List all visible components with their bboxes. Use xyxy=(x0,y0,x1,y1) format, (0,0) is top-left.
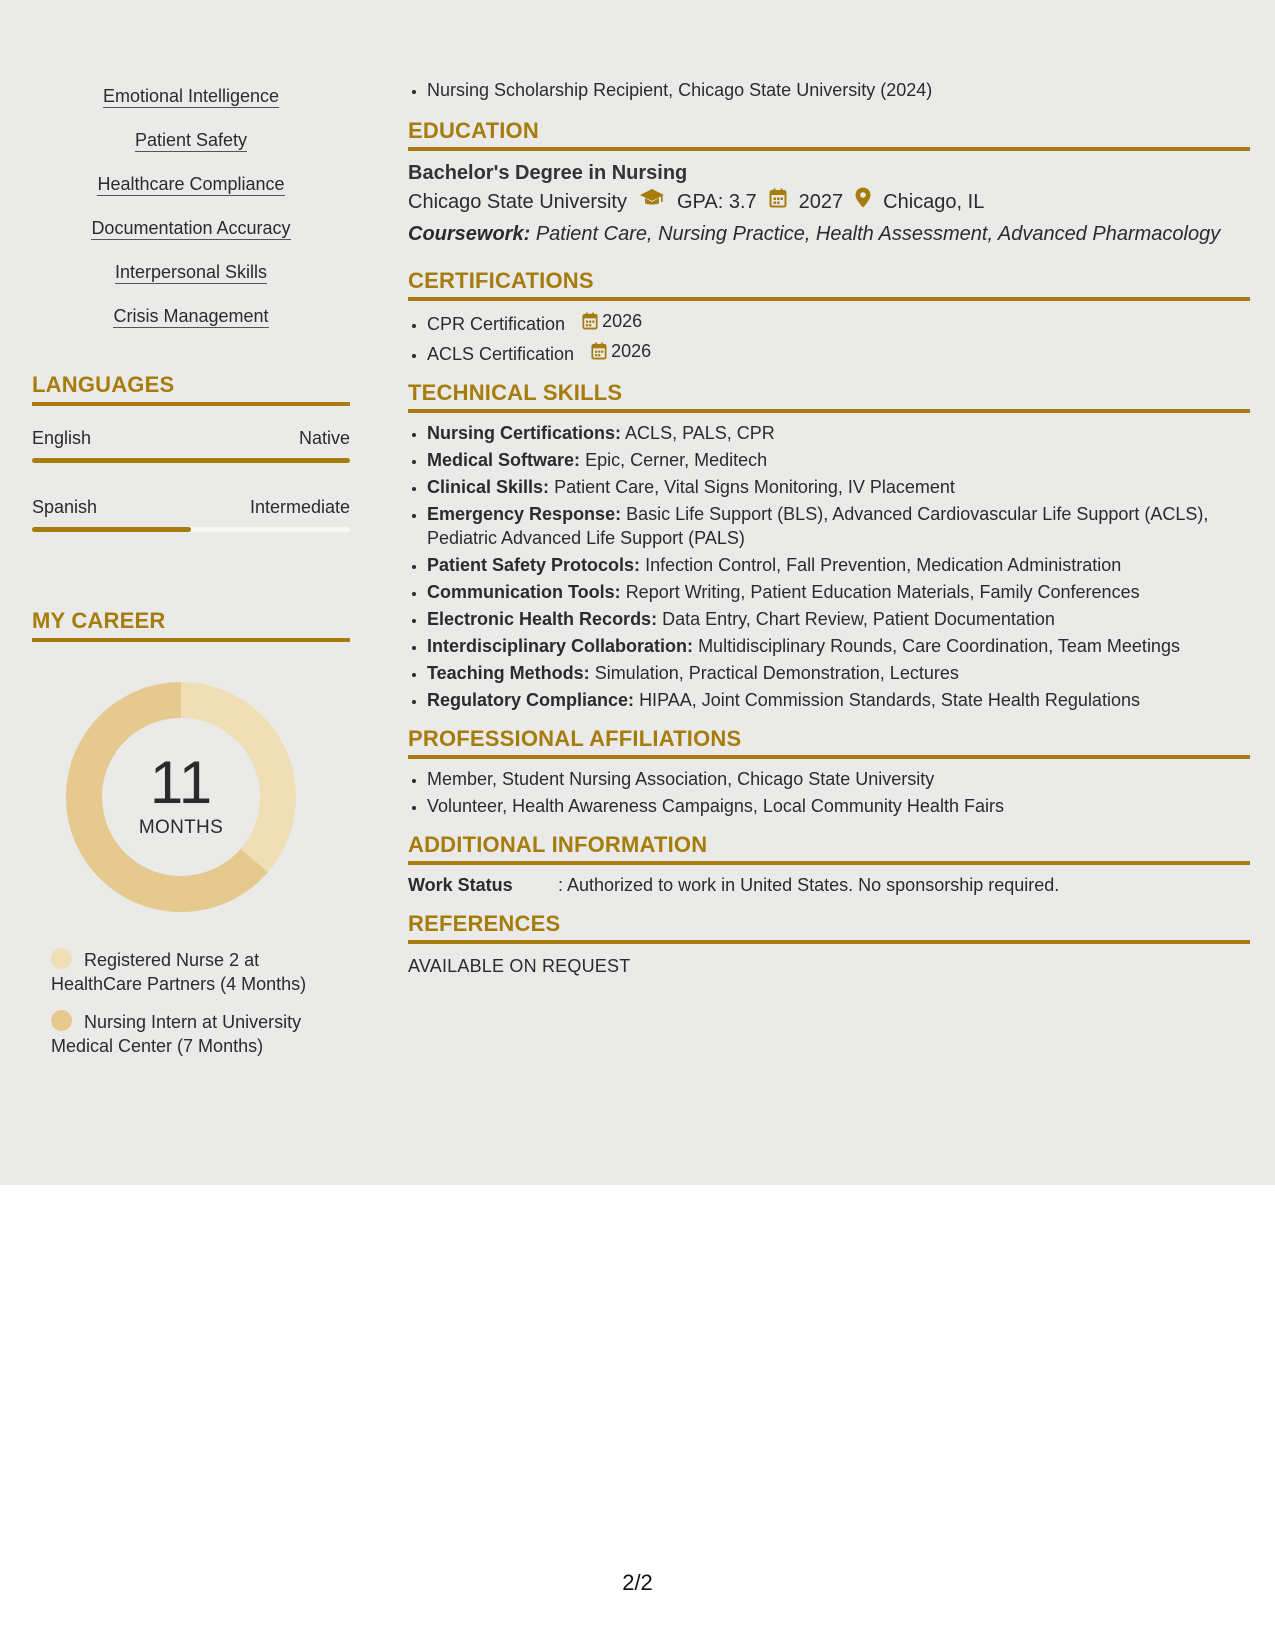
gpa: GPA: 3.7 xyxy=(676,190,757,213)
career-heading: MY CAREER xyxy=(32,608,350,642)
legend-dot-icon xyxy=(51,1010,72,1031)
skill-category: Electronic Health Records: xyxy=(427,609,658,629)
legend-dot-icon xyxy=(51,948,72,969)
cert-year: 2026 xyxy=(611,341,652,361)
affiliations-section xyxy=(408,726,1250,818)
technical-skills-section xyxy=(408,380,1250,712)
skill-tag: Patient Safety xyxy=(134,130,248,150)
skill-values: HIPAA, Joint Commission Standards, State Health Regulations xyxy=(639,690,1140,710)
language-level-bar xyxy=(32,458,350,463)
certifications-heading: CERTIFICATIONS xyxy=(408,268,1250,301)
language-spanish xyxy=(32,495,350,532)
career-legend xyxy=(51,948,341,1058)
career-donut-chart xyxy=(66,682,296,912)
list-item xyxy=(427,502,1250,550)
skill-values: Infection Control, Fall Prevention, Medication Administration xyxy=(645,555,1122,575)
list-item xyxy=(427,661,1250,685)
skill-values: Data Entry, Chart Review, Patient Documentation xyxy=(662,609,1055,629)
certifications-section xyxy=(408,268,1250,366)
skill-tag: Documentation Accuracy xyxy=(91,218,291,238)
graduation-year: 2027 xyxy=(798,190,844,213)
list-item xyxy=(427,580,1250,604)
skill-values: Simulation, Practical Demonstration, Lectures xyxy=(594,663,959,683)
list-item xyxy=(427,688,1250,712)
legend-item xyxy=(51,1010,341,1058)
list-item: • Member, Student Nursing Association, Chicago State University xyxy=(427,767,1250,791)
skill-category: Clinical Skills: xyxy=(427,477,550,497)
coursework-label: Coursework: xyxy=(408,223,531,245)
calendar-icon xyxy=(591,342,607,360)
cert-name: CPR Certification xyxy=(427,314,566,334)
list-item: • Volunteer, Health Awareness Campaigns, Local Community Health Fairs xyxy=(427,794,1250,818)
skill-tag: Healthcare Compliance xyxy=(97,174,285,194)
languages-heading: LANGUAGES xyxy=(32,372,350,406)
coursework xyxy=(408,220,1250,248)
list-item: • Nursing Scholarship Recipient, Chicago State University (2024) xyxy=(427,78,1250,102)
technical-skills-heading: TECHNICAL SKILLS xyxy=(408,380,1250,413)
language-level-fill xyxy=(32,527,191,532)
list-item xyxy=(32,128,350,154)
left-column xyxy=(32,84,350,1072)
cert-year: 2026 xyxy=(602,311,643,331)
skill-category: Nursing Certifications: xyxy=(427,423,622,443)
career-unit: MONTHS xyxy=(138,817,224,838)
legend-label: Nursing Intern at University Medical Center (7 Months) xyxy=(51,1012,302,1056)
skill-category: Medical Software: xyxy=(427,450,581,470)
page-number: 2/2 xyxy=(622,1570,653,1595)
list-item xyxy=(427,607,1250,631)
work-status-value: : Authorized to work in United States. No sponsorship required. xyxy=(558,875,1060,895)
language-name: Spanish xyxy=(32,497,98,517)
additional-info-heading: ADDITIONAL INFORMATION xyxy=(408,832,1250,865)
language-english xyxy=(32,426,350,463)
skill-values: Multidisciplinary Rounds, Care Coordination, Team Meetings xyxy=(698,636,1180,656)
skill-tag: Emotional Intelligence xyxy=(102,86,280,106)
skill-tag: Crisis Management xyxy=(113,306,269,326)
skill-category: Communication Tools: xyxy=(427,582,621,602)
coursework-list: Patient Care, Nursing Practice, Health Assessment, Advanced Pharmacology xyxy=(535,223,1221,245)
skill-category: Teaching Methods: xyxy=(427,663,590,683)
career-section xyxy=(32,608,350,1058)
skill-category: Interdisciplinary Collaboration: xyxy=(427,636,694,656)
list-item xyxy=(427,553,1250,577)
language-level: Native xyxy=(298,428,350,448)
references-section xyxy=(408,911,1250,978)
references-text: AVAILABLE ON REQUEST xyxy=(408,956,631,976)
language-name: English xyxy=(32,428,92,448)
skill-values: Patient Care, Vital Signs Monitoring, IV Placement xyxy=(554,477,955,497)
work-status xyxy=(408,873,1250,897)
list-item xyxy=(32,216,350,242)
skill-values: ACLS, PALS, CPR xyxy=(625,423,775,443)
legend-label: Registered Nurse 2 at HealthCare Partners (4 Months) xyxy=(51,950,307,994)
certifications-list xyxy=(408,309,1250,366)
education-heading: EDUCATION xyxy=(408,118,1250,151)
skill-values: Report Writing, Patient Education Materials, Family Conferences xyxy=(625,582,1140,602)
degree-title: Bachelor's Degree in Nursing xyxy=(408,162,688,184)
list-item xyxy=(427,309,1250,336)
list-item xyxy=(32,304,350,330)
skill-values: Basic Life Support (BLS), Advanced Cardiovascular Life Support (ACLS), Pediatric Advanced Life Support (PALS) xyxy=(427,504,1209,548)
skill-tag: Interpersonal Skills xyxy=(114,262,268,282)
language-level-bar xyxy=(32,527,350,532)
list-item xyxy=(32,260,350,286)
languages-section xyxy=(32,372,350,532)
school-name: Chicago State University xyxy=(408,190,627,213)
list-item xyxy=(32,84,350,110)
calendar-icon xyxy=(582,312,598,330)
location-pin-icon xyxy=(855,187,871,216)
list-item xyxy=(427,634,1250,658)
skill-category: Patient Safety Protocols: xyxy=(427,555,641,575)
technical-skills-list xyxy=(408,421,1250,712)
calendar-icon xyxy=(769,188,787,216)
affiliations-heading: PROFESSIONAL AFFILIATIONS xyxy=(408,726,1250,759)
language-level: Intermediate xyxy=(249,497,350,517)
references-heading: REFERENCES xyxy=(408,911,1250,944)
skill-category: Regulatory Compliance: xyxy=(427,690,635,710)
awards-list xyxy=(408,78,1250,102)
right-column xyxy=(408,78,1250,978)
career-total-months: 11 xyxy=(149,749,213,816)
graduation-cap-icon xyxy=(639,188,665,216)
language-level-fill xyxy=(32,458,350,463)
affiliations-list xyxy=(408,767,1250,818)
education-details xyxy=(408,187,1250,216)
list-item xyxy=(32,172,350,198)
legend-item xyxy=(51,948,341,996)
list-item xyxy=(427,448,1250,472)
cert-name: ACLS Certification xyxy=(427,344,575,364)
list-item xyxy=(427,339,1250,366)
skill-category: Emergency Response: xyxy=(427,504,622,524)
soft-skills-list xyxy=(32,84,350,330)
list-item xyxy=(427,421,1250,445)
list-item xyxy=(427,475,1250,499)
work-status-label: Work Status xyxy=(408,875,513,895)
education-section xyxy=(408,118,1250,248)
skill-values: Epic, Cerner, Meditech xyxy=(585,450,768,470)
additional-info-section xyxy=(408,832,1250,897)
school-location: Chicago, IL xyxy=(883,190,985,213)
